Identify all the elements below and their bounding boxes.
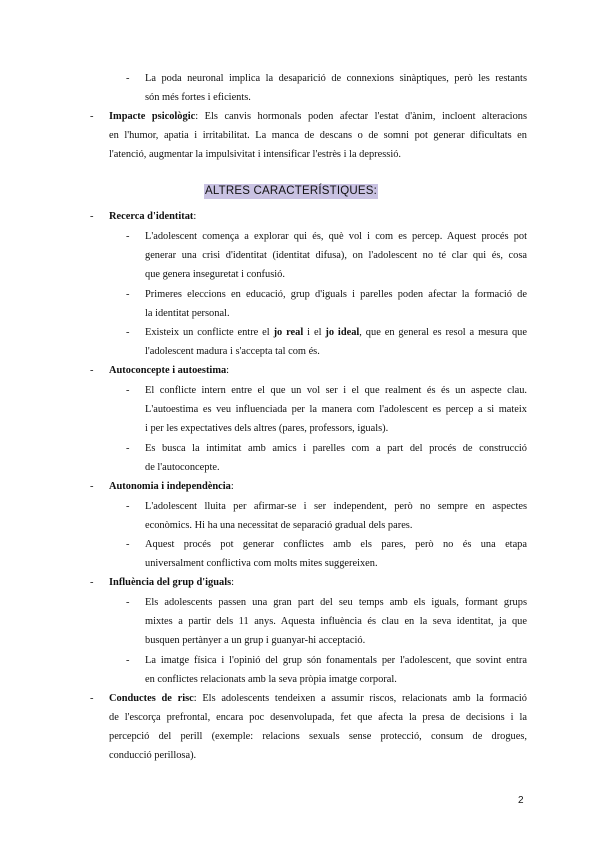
paragraph-line: Els adolescents passen una gran part del seu temps amb els iguals, formant grups: [145, 597, 527, 608]
paragraph-line: de l'escorça prefrontal, encara poc desenvolupada, fet que afecta la presa de decisions i la: [109, 712, 527, 723]
sub-bullet-dash: -: [126, 289, 130, 300]
bullet-dash: -: [90, 365, 94, 376]
paragraph-line: que genera inseguretat i confusió.: [145, 269, 285, 280]
bullet-dash: -: [90, 111, 94, 122]
paragraph-line: El conflicte intern entre el que un vol ser i el que realment és és un aspecte clau.: [145, 385, 527, 396]
paragraph-line: La imatge física i l'opinió del grup són fonamentals per l'adolescent, que sovint entra: [145, 655, 527, 666]
sub-bullet-dash: -: [126, 73, 130, 84]
bold-term: jo real: [273, 327, 304, 338]
sub-bullet-dash: -: [126, 443, 130, 454]
paragraph-line: L'adolescent lluita per afirmar-se i ser independent, però no sempre en aspectes: [145, 501, 527, 512]
bold-term: jo ideal: [325, 327, 360, 338]
sub-bullet-dash: -: [126, 385, 130, 396]
sub-bullet-dash: -: [126, 231, 130, 242]
sub-bullet-dash: -: [126, 597, 130, 608]
paragraph-line: econòmics. Hi ha una necessitat de separació gradual dels pares.: [145, 520, 413, 531]
paragraph-line: l'adolescent madura i s'accepta tal com és.: [145, 346, 320, 357]
paragraph-line: L'adolescent comença a explorar qui és, què vol i com es percep. Aquest procés pot: [145, 231, 527, 242]
paragraph-line: en l'humor, apatia i irritabilitat. La manca de descans o de somni pot generar dificultats en: [109, 130, 527, 141]
paragraph-line: en conflictes relacionats amb la seva pròpia imatge corporal.: [145, 674, 397, 685]
paragraph-line: La poda neuronal implica la desaparició de connexions sinàptiques, però les restants: [145, 73, 527, 84]
paragraph-line: Es busca la intimitat amb amics i parelles com a part del procés de construcció: [145, 443, 527, 454]
bullet-dash: -: [90, 577, 94, 588]
bold-term: Impacte psicològic: [109, 111, 196, 122]
topic-title: Recerca d'identitat:: [109, 211, 197, 222]
topic-title: Autoconcepte i autoestima:: [109, 365, 230, 376]
paragraph-line: Aquest procés pot generar conflictes amb els pares, però no és una etapa: [145, 539, 527, 550]
sub-bullet-dash: -: [126, 655, 130, 666]
paragraph-line: generar una crisi d'identitat (identitat difusa), on l'adolescent no té clar qui és, cosa: [145, 250, 527, 261]
paragraph-line: són més fortes i eficients.: [145, 92, 251, 103]
paragraph-line: la identitat personal.: [145, 308, 230, 319]
paragraph-line: conducció perillosa).: [109, 750, 197, 761]
bullet-dash: -: [90, 693, 94, 704]
paragraph-line: L'autoestima es veu influenciada per la manera com l'adolescent es percep a si mateix: [145, 404, 527, 415]
bullet-dash: -: [90, 481, 94, 492]
paragraph-line: Conductes de risc: Els adolescents tendeixen a assumir riscos, relacionats amb la formació: [109, 693, 527, 704]
page-number: 2: [518, 795, 524, 806]
sub-bullet-dash: -: [126, 327, 130, 338]
paragraph-line: de l'autoconcepte.: [145, 462, 220, 473]
bold-term: Conductes de risc: [109, 693, 194, 704]
sub-bullet-dash: -: [126, 539, 130, 550]
topic-title: Influència del grup d'iguals:: [109, 577, 235, 588]
paragraph-line: busquen pertànyer a un grup i guanyar-hi acceptació.: [145, 635, 366, 646]
sub-bullet-dash: -: [126, 501, 130, 512]
paragraph-line: universalment conflictiva com molts mites suggereixen.: [145, 558, 378, 569]
paragraph-line: l'atenció, augmentar la impulsivitat i intensificar l'estrès i la depressió.: [109, 149, 401, 160]
paragraph-line: Existeix un conflicte entre el jo real i el jo ideal, que en general es resol a mesura que: [145, 327, 527, 338]
bullet-dash: -: [90, 211, 94, 222]
topic-title: Autonomia i independència:: [109, 481, 234, 492]
paragraph-line: Impacte psicològic: Els canvis hormonals poden afectar l'estat d'ànim, incloent alteracions: [109, 111, 527, 122]
paragraph-line: mixtes a partir dels 11 anys. Aquesta influència és clau en la seva identitat, ja que: [145, 616, 527, 627]
paragraph-line: Primeres eleccions en educació, grup d'iguals i parelles poden afectar la formació de: [145, 289, 527, 300]
paragraph-line: percepció del perill (exemple: relacions sexuals sense protecció, consum de drogues,: [109, 731, 527, 742]
paragraph-line: i per les expectatives dels altres (pares, professors, iguals).: [145, 423, 389, 434]
section-heading: ALTRES CARACTERÍSTIQUES:: [205, 185, 378, 197]
